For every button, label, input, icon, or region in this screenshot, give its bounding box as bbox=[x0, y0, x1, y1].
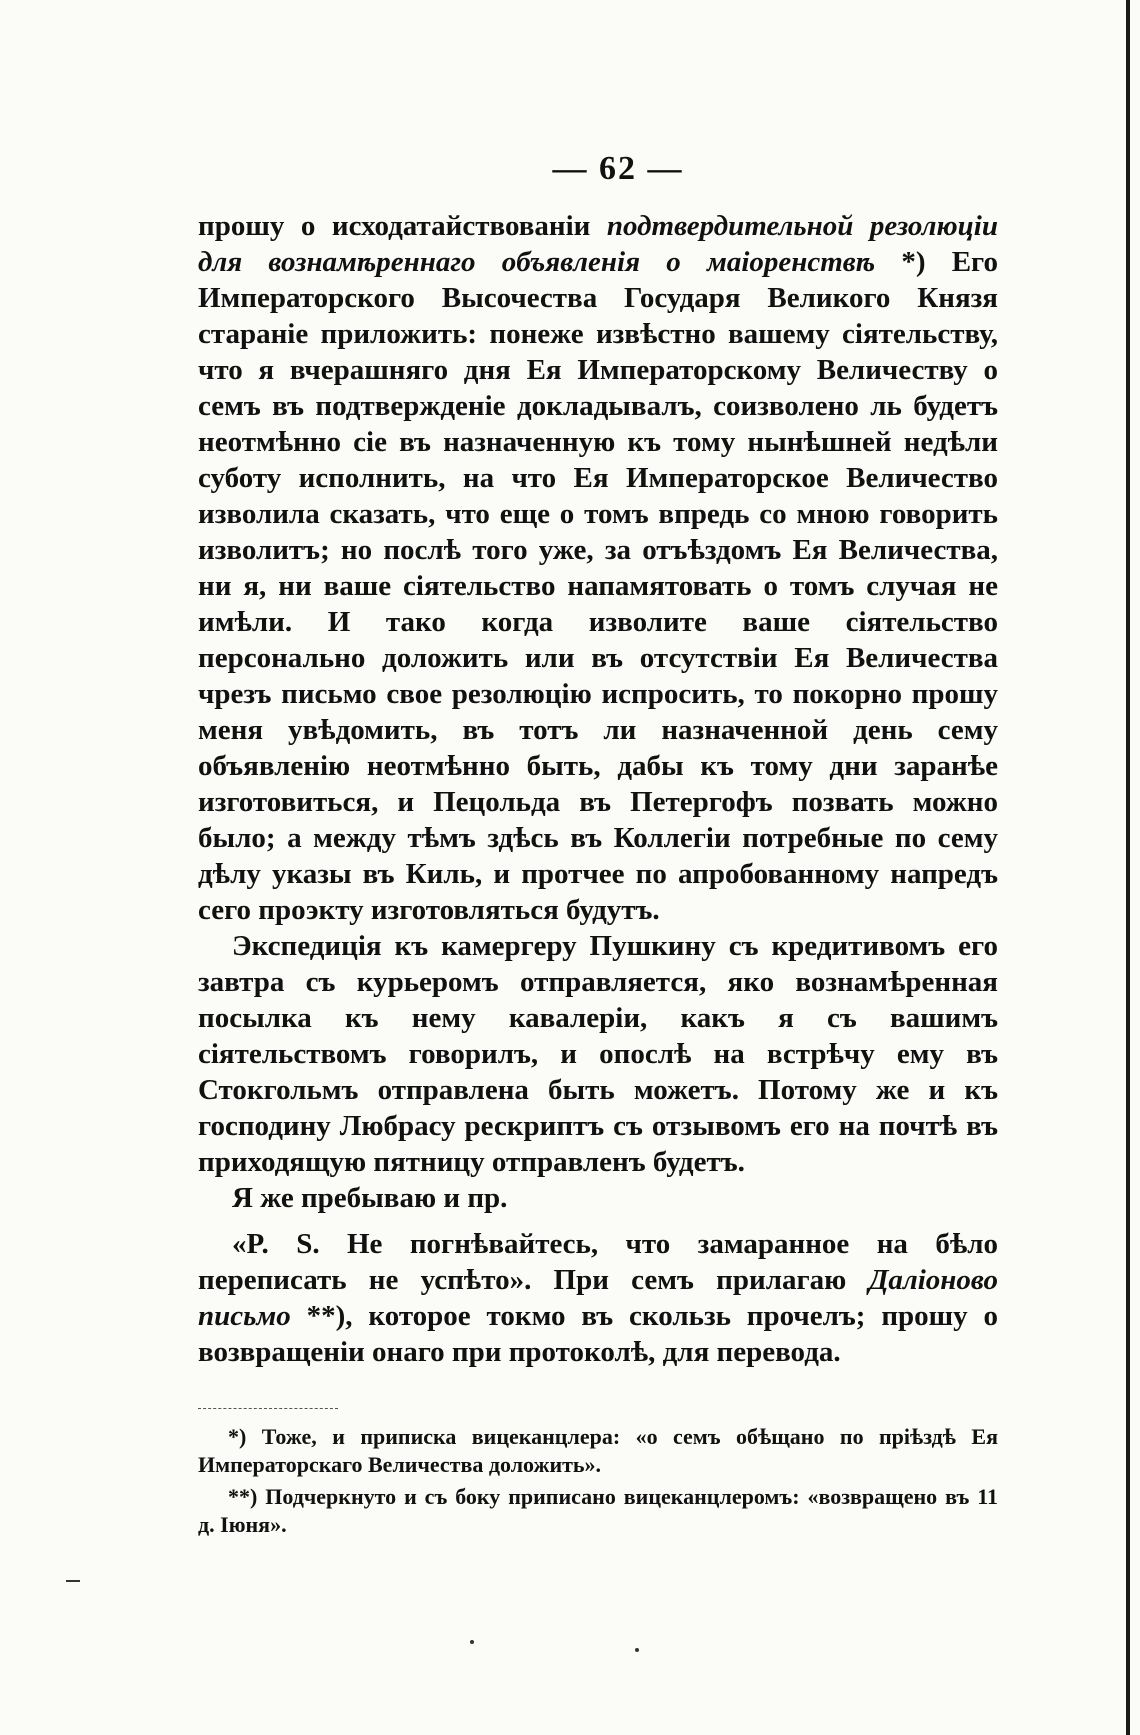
paragraph-1-italic: подтвердительной резолюціи для вознамѣреннаго объявленія о маіоренствѣ bbox=[198, 210, 998, 278]
footnote-1: *) Тоже, и приписка вицеканцлера: «о семъ обѣщано по пріѣздѣ Ея Императорскаго Величества доложить». bbox=[198, 1424, 998, 1477]
paragraph-1-start: прошу о исходатайствованіи bbox=[198, 210, 607, 242]
paragraph-4-italic: Даліоново письмо bbox=[198, 1264, 998, 1332]
margin-mark bbox=[66, 1580, 80, 1582]
paragraph-4-start: «P. S. Не погнѣвайтесь, что замаранное на бѣло переписать не успѣто». При семъ прилагаю bbox=[198, 1228, 998, 1296]
footnote-2: **) Подчеркнуто и съ боку приписано вицеканцлеромъ: «возвращено въ 11 д. Іюня». bbox=[198, 1484, 998, 1537]
footnote-separator bbox=[198, 1408, 338, 1409]
page-edge-line bbox=[1126, 0, 1130, 1735]
document-page bbox=[198, 150, 998, 1543]
paragraph-2: Экспедиція къ камергеру Пушкину съ кредитивомъ его завтра съ курьеромъ отправляется, яко вознамѣренная посылка къ нему кавалеріи, какъ я съ вашимъ сіятельствомъ говорилъ, и опослѣ на встрѣчу ему въ Стокгольмъ отправлена быть можетъ. Потому же и къ господину Любрасу рескриптъ съ отзывомъ его на почтѣ въ приходящую пятницу отправленъ будетъ. bbox=[198, 930, 998, 1178]
scan-speck bbox=[635, 1648, 639, 1652]
scan-speck bbox=[470, 1640, 474, 1644]
paragraph-1 bbox=[198, 208, 998, 928]
paragraph-3: Я же пребываю и пр. bbox=[232, 1182, 508, 1214]
body-text bbox=[198, 208, 998, 1370]
paragraph-4 bbox=[198, 1226, 998, 1370]
paragraph-4-rest: **), которое токмо въ скользь прочелъ; прошу о возвращеніи онаго при протоколѣ, для перевода. bbox=[198, 1300, 998, 1368]
footnotes bbox=[198, 1423, 998, 1539]
page-number: — 62 — bbox=[552, 150, 684, 187]
paragraph-1-rest: *) Его Императорского Высочества Государя Великого Князя стараніе приложить: понеже извѣстно вашему сіятельству, что я вчерашняго дня Ея Императорскому Величеству о семъ въ подтвержденіе докладывалъ, соизволено ль будетъ неотмѣнно сіе въ назначенную къ тому нынѣшней недѣли суботу исполнить, на что Ея Императорское Величество изволила сказать, что еще о томъ впредь со мною говорить изволитъ; но послѣ того уже, за отъѣздомъ Ея Величества, ни я, ни ваше сіятельство напамятовать о томъ случая не имѣли. И тако когда изволите ваше сіятельство персонально доложить или въ отсутствіи Ея Величества чрезъ письмо свое резолюцію испросить, то покорно прошу меня увѣдомить, въ тотъ ли назначенной день сему объявленію неотмѣнно быть, дабы къ тому дни заранѣе изготовиться, и Пецольда въ Петергофъ позвать можно было; а между тѣмъ здѣсь въ Коллегіи потребные по сему дѣлу указы въ Киль, и протчее по апробованному напредъ сего проэкту изготовляться будутъ. bbox=[198, 246, 998, 926]
